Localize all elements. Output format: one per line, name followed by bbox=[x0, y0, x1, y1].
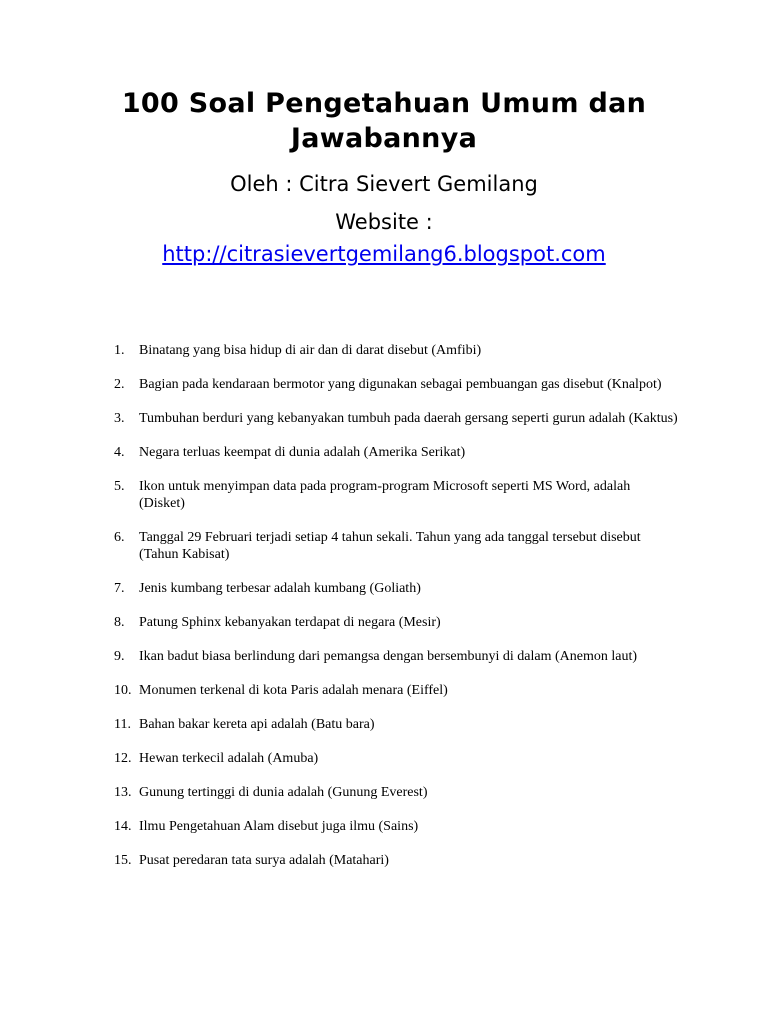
question-item bbox=[0, 716, 768, 733]
question-text: Monumen terkenal di kota Paris adalah menara (Eiffel) bbox=[139, 683, 448, 698]
question-number: 2. bbox=[114, 377, 125, 392]
website-url-line bbox=[0, 240, 768, 268]
question-text: Patung Sphinx kebanyakan terdapat di negara (Mesir) bbox=[139, 615, 441, 630]
question-number: 7. bbox=[114, 581, 125, 596]
question-item bbox=[0, 580, 768, 597]
question-text: Hewan terkecil adalah (Amuba) bbox=[139, 751, 319, 766]
question-text: Binatang yang bisa hidup di air dan di darat disebut (Amfibi) bbox=[139, 343, 482, 358]
question-number: 8. bbox=[114, 615, 125, 630]
question-number: 5. bbox=[114, 479, 125, 494]
question-item bbox=[0, 376, 768, 393]
question-item bbox=[0, 750, 768, 767]
question-item bbox=[0, 648, 768, 665]
author-line: Oleh : Citra Sievert Gemilang bbox=[230, 172, 538, 196]
question-number: 15. bbox=[114, 853, 132, 868]
question-number: 6. bbox=[114, 530, 125, 545]
question-number: 10. bbox=[114, 683, 132, 698]
question-number: 4. bbox=[114, 445, 125, 460]
question-text: Negara terluas keempat di dunia adalah (Amerika Serikat) bbox=[139, 445, 466, 460]
question-text: Gunung tertinggi di dunia adalah (Gunung Everest) bbox=[139, 785, 428, 800]
question-number: 9. bbox=[114, 649, 125, 664]
question-text: Tumbuhan berduri yang kebanyakan tumbuh pada daerah gersang seperti gurun adalah (Kaktus) bbox=[139, 411, 678, 426]
question-text: Pusat peredaran tata surya adalah (Matahari) bbox=[139, 853, 389, 868]
question-item bbox=[0, 342, 768, 359]
question-number: 13. bbox=[114, 785, 132, 800]
question-number: 11. bbox=[114, 717, 131, 732]
question-text: Ilmu Pengetahuan Alam disebut juga ilmu (Sains) bbox=[139, 819, 419, 834]
question-item bbox=[0, 529, 768, 563]
question-text: Ikon untuk menyimpan data pada program-program Microsoft seperti MS Word, adalah (Disket) bbox=[139, 479, 631, 511]
question-item bbox=[0, 614, 768, 631]
question-number: 1. bbox=[114, 343, 125, 358]
document-title: 100 Soal Pengetahuan Umum dan Jawabannya bbox=[121, 88, 647, 154]
question-item bbox=[0, 478, 768, 512]
question-item bbox=[0, 852, 768, 869]
question-item bbox=[0, 444, 768, 461]
website-label: Website : bbox=[335, 210, 433, 234]
question-text: Bagian pada kendaraan bermotor yang digunakan sebagai pembuangan gas disebut (Knalpot) bbox=[139, 377, 662, 392]
question-text: Jenis kumbang terbesar adalah kumbang (Goliath) bbox=[139, 581, 421, 596]
question-item bbox=[0, 410, 768, 427]
question-number: 14. bbox=[114, 819, 132, 834]
question-number: 12. bbox=[114, 751, 132, 766]
question-item bbox=[0, 818, 768, 835]
question-number: 3. bbox=[114, 411, 125, 426]
question-text: Ikan badut biasa berlindung dari pemangsa dengan bersembunyi di dalam (Anemon laut) bbox=[139, 649, 638, 664]
question-text: Bahan bakar kereta api adalah (Batu bara) bbox=[139, 717, 375, 732]
question-item bbox=[0, 682, 768, 699]
question-item bbox=[0, 784, 768, 801]
question-text: Tanggal 29 Februari terjadi setiap 4 tahun sekali. Tahun yang ada tanggal tersebut disebut (Tahun Kabisat) bbox=[139, 530, 641, 562]
website-link[interactable]: http://citrasievertgemilang6.blogspot.com bbox=[162, 242, 606, 266]
question-list bbox=[0, 342, 768, 886]
